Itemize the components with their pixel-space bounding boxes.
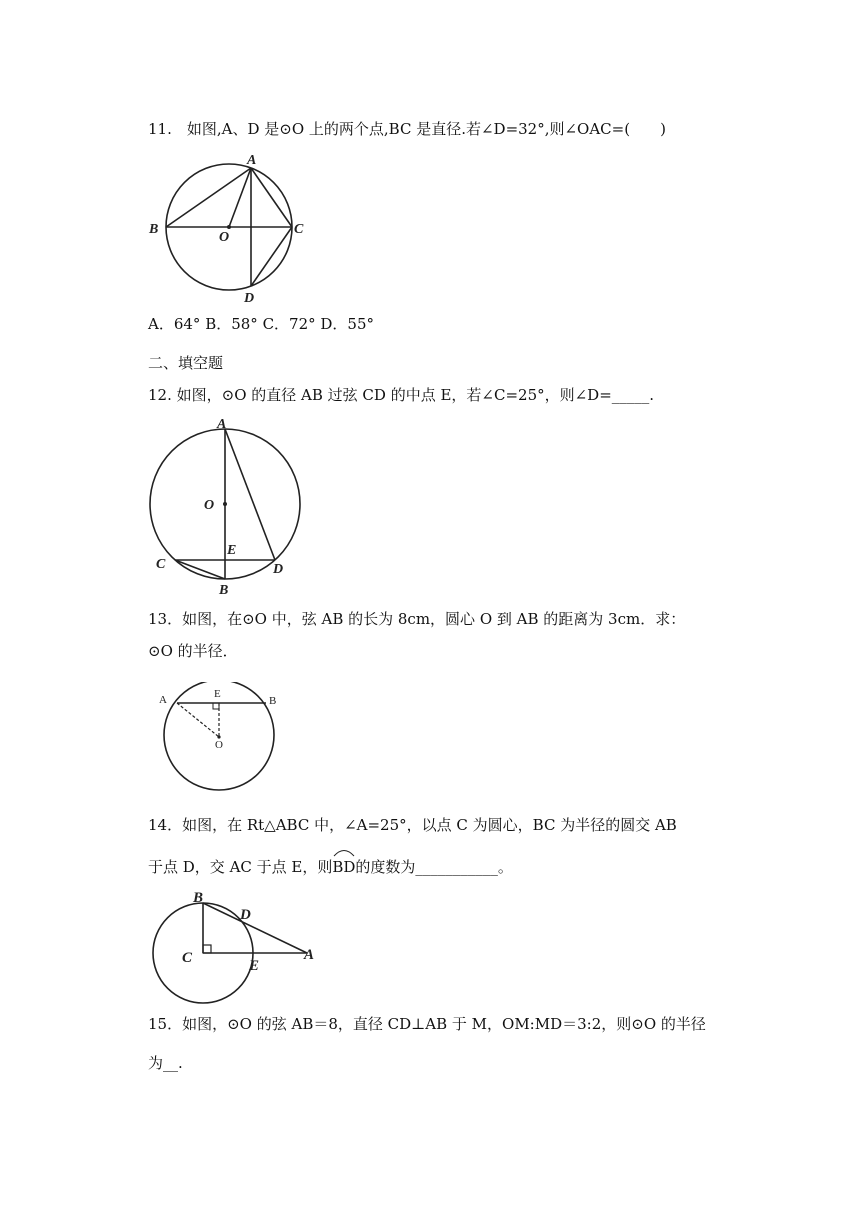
q13-label-o: O xyxy=(215,739,223,751)
q14-label-b: B xyxy=(193,890,204,906)
q14-arc-bd xyxy=(332,856,355,878)
q14-figure xyxy=(150,886,325,1006)
q11-label-b: B xyxy=(149,222,159,237)
q12-label-a: A xyxy=(217,417,227,432)
q14-line2-pre: 于点 D，交 AC 于点 E，则 xyxy=(148,858,333,876)
q12-label-e: E xyxy=(227,543,237,558)
q13-label-b: B xyxy=(269,695,277,707)
q11-label-o: O xyxy=(219,230,230,245)
q11-figure xyxy=(146,150,316,310)
q13-line1: 13．如图，在⊙O 中，弦 AB 的长为 8cm，圆心 O 到 AB 的距离为 3cm．求： xyxy=(148,610,686,628)
q12-label-b: B xyxy=(219,583,229,598)
q12-text: 12. 如图，⊙O 的直径 AB 过弦 CD 的中点 E，若∠C=25°，则∠D=_____. xyxy=(148,386,655,404)
q13-line2: ⊙O 的半径． xyxy=(148,642,238,660)
q15-line1: 15．如图，⊙O 的弦 AB＝8，直径 CD⊥AB 于 M，OM:MD＝3:2，则⊙O 的半径 xyxy=(148,1015,706,1033)
q13-label-e: E xyxy=(214,688,221,700)
q13-figure xyxy=(150,682,290,797)
q14-label-e: E xyxy=(249,958,260,974)
q12-label-c: C xyxy=(156,557,166,572)
q11-label-a: A xyxy=(247,153,257,168)
q14-line2 xyxy=(148,856,513,878)
q12-label-o: O xyxy=(204,498,215,513)
section-title: 二、填空题 xyxy=(148,354,224,372)
q11-text: 11. 如图,A、D 是⊙O 上的两个点,BC 是直径.若∠D=32°,则∠OAC=( ) xyxy=(148,120,666,138)
q14-label-c: C xyxy=(182,950,193,966)
q15-line2: 为__. xyxy=(148,1054,183,1072)
q13-label-a: A xyxy=(159,694,167,706)
q11-label-c: C xyxy=(294,222,304,237)
q11-label-d: D xyxy=(244,291,255,306)
q11-options: A．64° B．58° C．72° D．55° xyxy=(148,315,375,333)
arc-mark-icon xyxy=(332,847,356,857)
q14-line1: 14．如图，在 Rt△ABC 中，∠A=25°，以点 C 为圆心，BC 为半径的圆交 AB xyxy=(148,816,677,834)
q14-label-d: D xyxy=(240,907,251,923)
q14-label-a: A xyxy=(304,947,315,963)
q14-line2-post: 的度数为___________。 xyxy=(355,858,513,876)
q12-figure xyxy=(144,414,314,599)
q14-arc-label: BD xyxy=(332,858,356,876)
q12-label-d: D xyxy=(273,562,284,577)
